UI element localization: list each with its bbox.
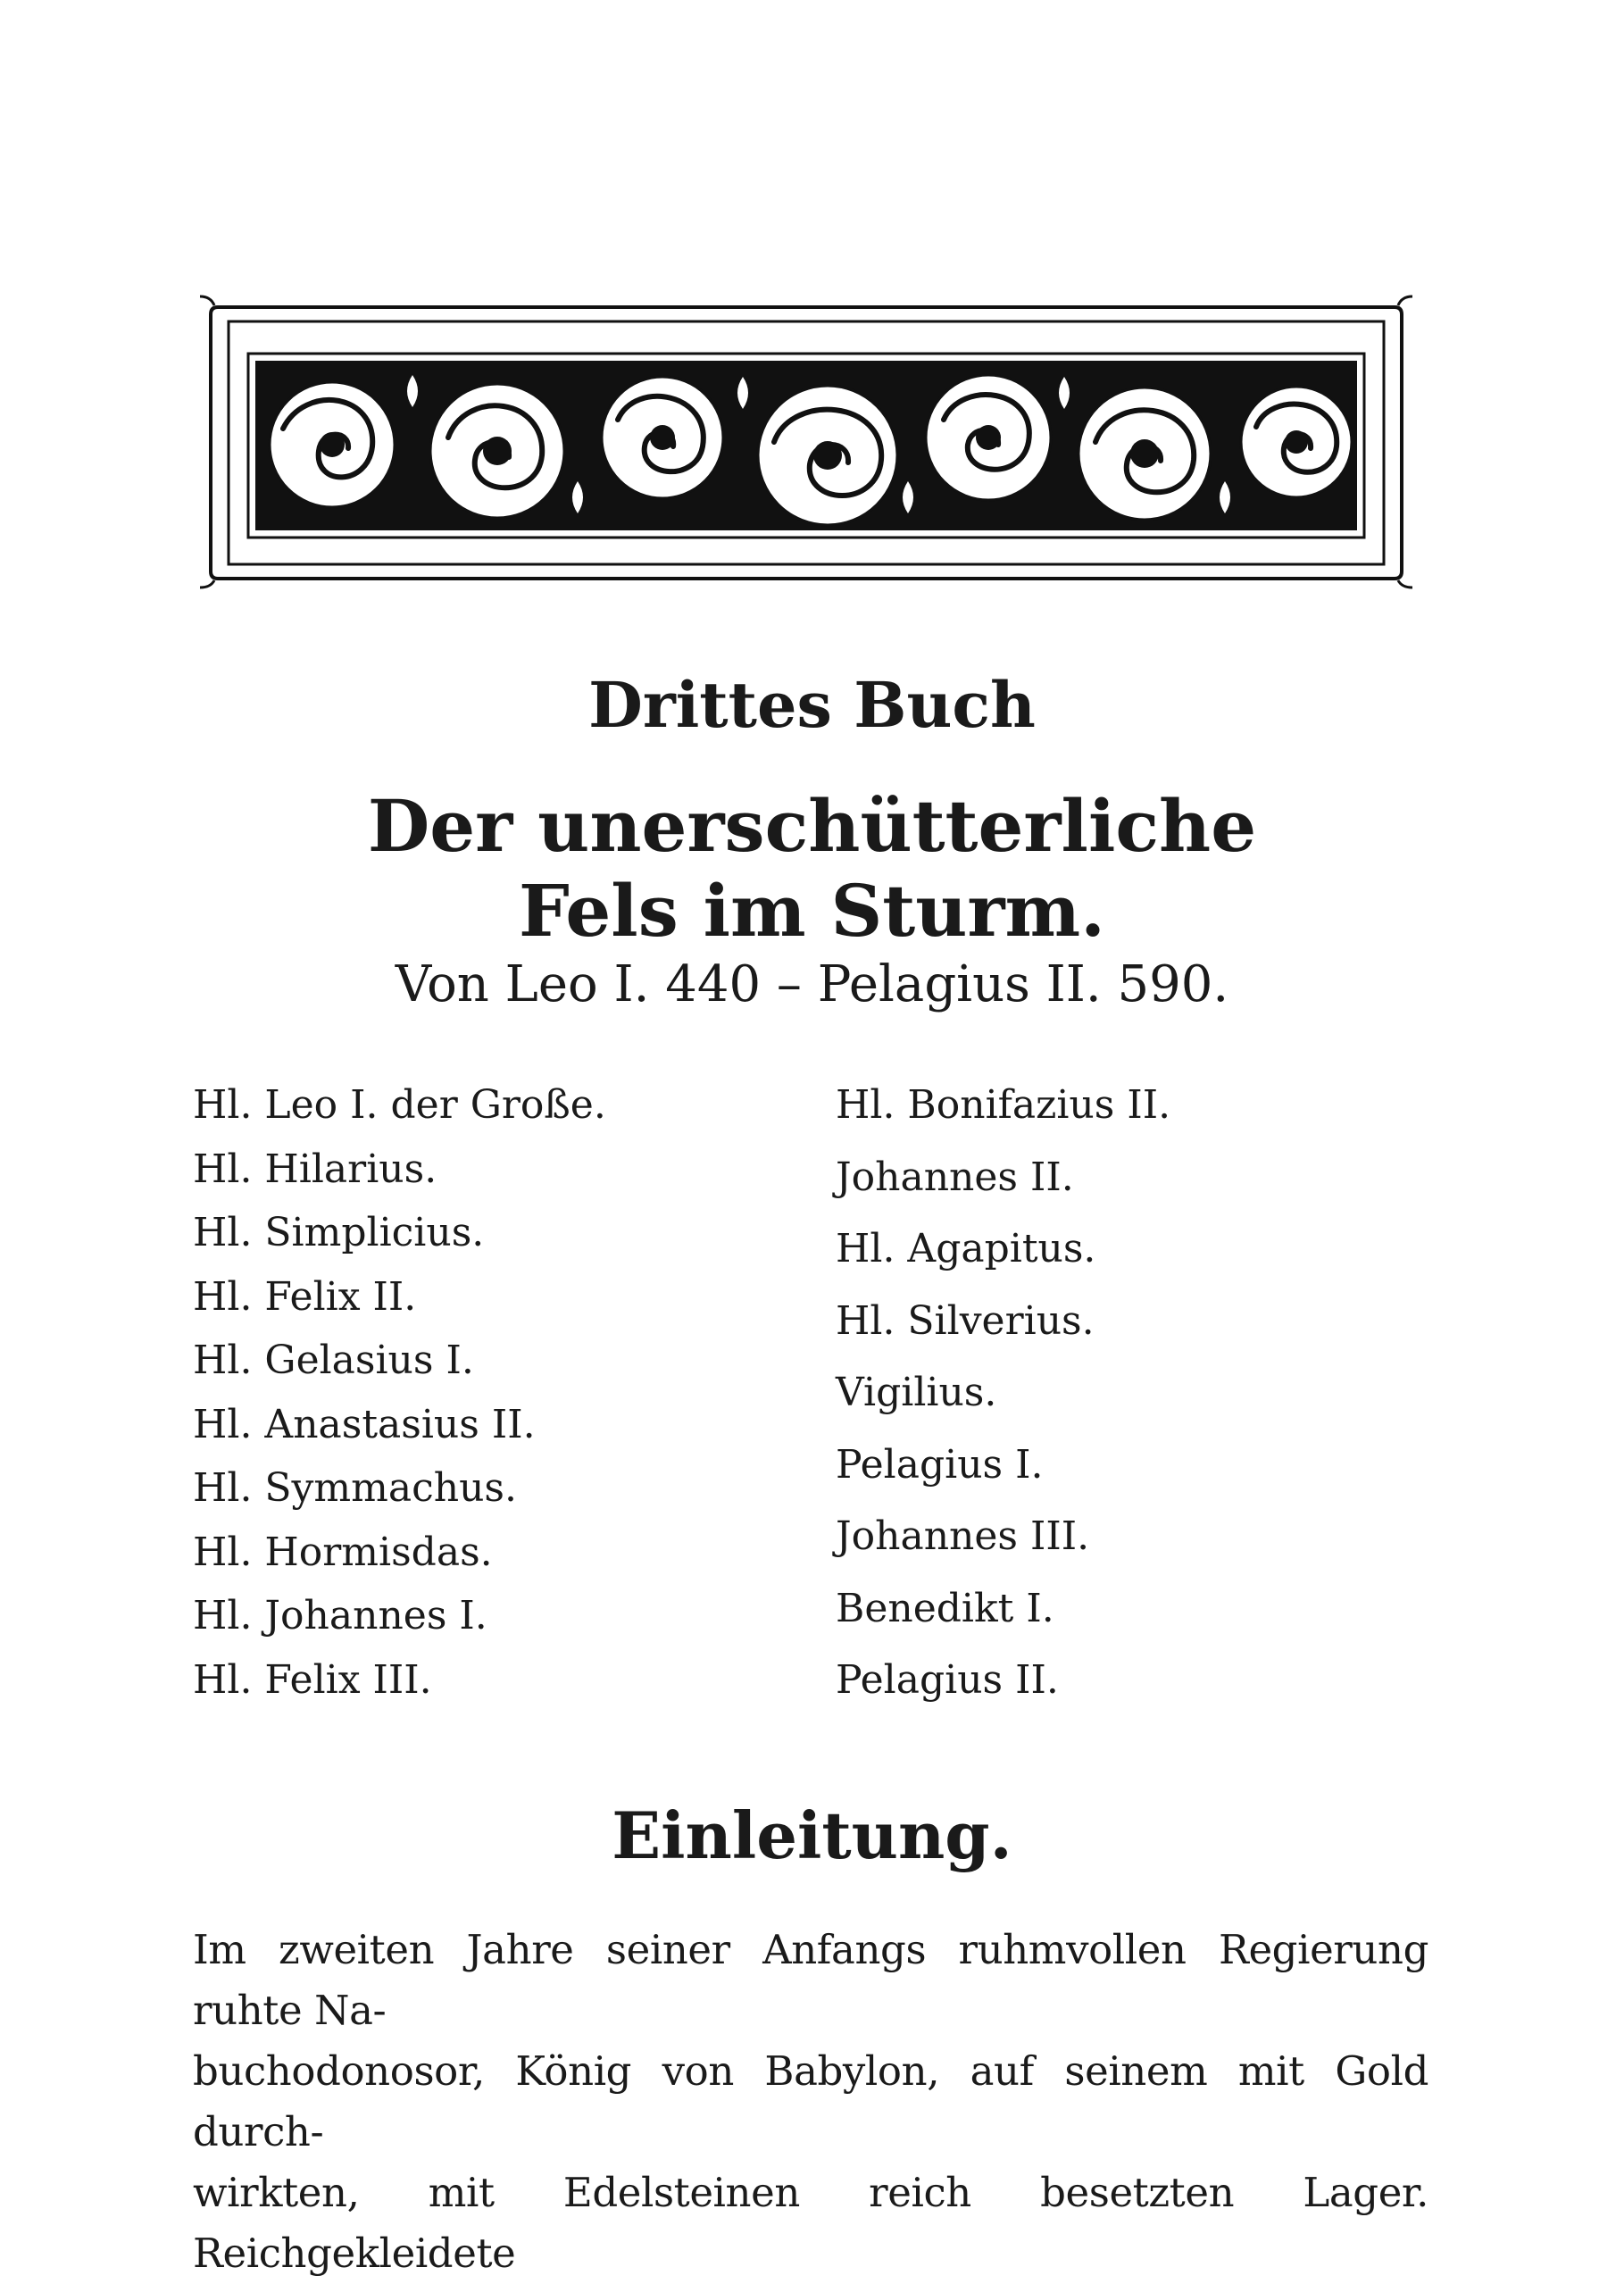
list-item: Hl. Leo I. der Große.	[193, 1082, 606, 1128]
chapter-title-line-1: Der unerschütterliche	[367, 784, 1257, 868]
body-line: wirkten, mit Edelsteinen reich besetzten Lager. Reichgekleidete	[193, 2169, 1428, 2277]
list-item: Hl. Symmachus.	[193, 1465, 517, 1511]
list-item: Hl. Felix III.	[193, 1656, 432, 1703]
body-line: buchodonosor, König von Babylon, auf seinem mit Gold durch-	[193, 2047, 1428, 2155]
list-item: Hl. Hilarius.	[193, 1146, 437, 1192]
list-item: Hl. Bonifazius II.	[836, 1082, 1171, 1128]
chapter-title	[0, 784, 1624, 954]
list-item: Vigilius.	[836, 1370, 997, 1415]
list-item: Pelagius I.	[836, 1441, 1044, 1488]
list-item: Hl. Agapitus.	[836, 1226, 1096, 1271]
list-item: Johannes II.	[836, 1154, 1074, 1200]
list-item: Hl. Simplicius.	[193, 1210, 485, 1255]
list-item: Johannes III.	[836, 1513, 1090, 1559]
body-paragraph	[193, 1920, 1428, 2284]
section-heading: Einleitung.	[612, 1797, 1012, 1873]
list-item: Hl. Johannes I.	[193, 1593, 487, 1638]
list-item: Hl. Felix II.	[193, 1273, 417, 1320]
list-item: Hl. Gelasius I.	[193, 1338, 474, 1383]
chapter-title-line-2: Fels im Sturm.	[518, 869, 1106, 953]
list-item: Hl. Anastasius II.	[193, 1401, 536, 1447]
acanthus-scroll-border-icon	[198, 295, 1414, 589]
chapter-subtitle: Von Leo I. 440 – Pelagius II. 590.	[395, 955, 1229, 1013]
book-label: Drittes Buch	[588, 668, 1036, 742]
body-line: Im zweiten Jahre seiner Anfangs ruhmvollen Regierung ruhte Na-	[193, 1926, 1428, 2034]
list-item: Hl. Silverius.	[836, 1297, 1095, 1344]
list-item: Benedikt I.	[836, 1585, 1054, 1631]
pope-list-left	[193, 1082, 606, 1721]
list-item: Hl. Hormisdas.	[193, 1529, 493, 1575]
pope-list-right	[836, 1082, 1170, 1730]
list-item: Pelagius II.	[836, 1657, 1059, 1703]
